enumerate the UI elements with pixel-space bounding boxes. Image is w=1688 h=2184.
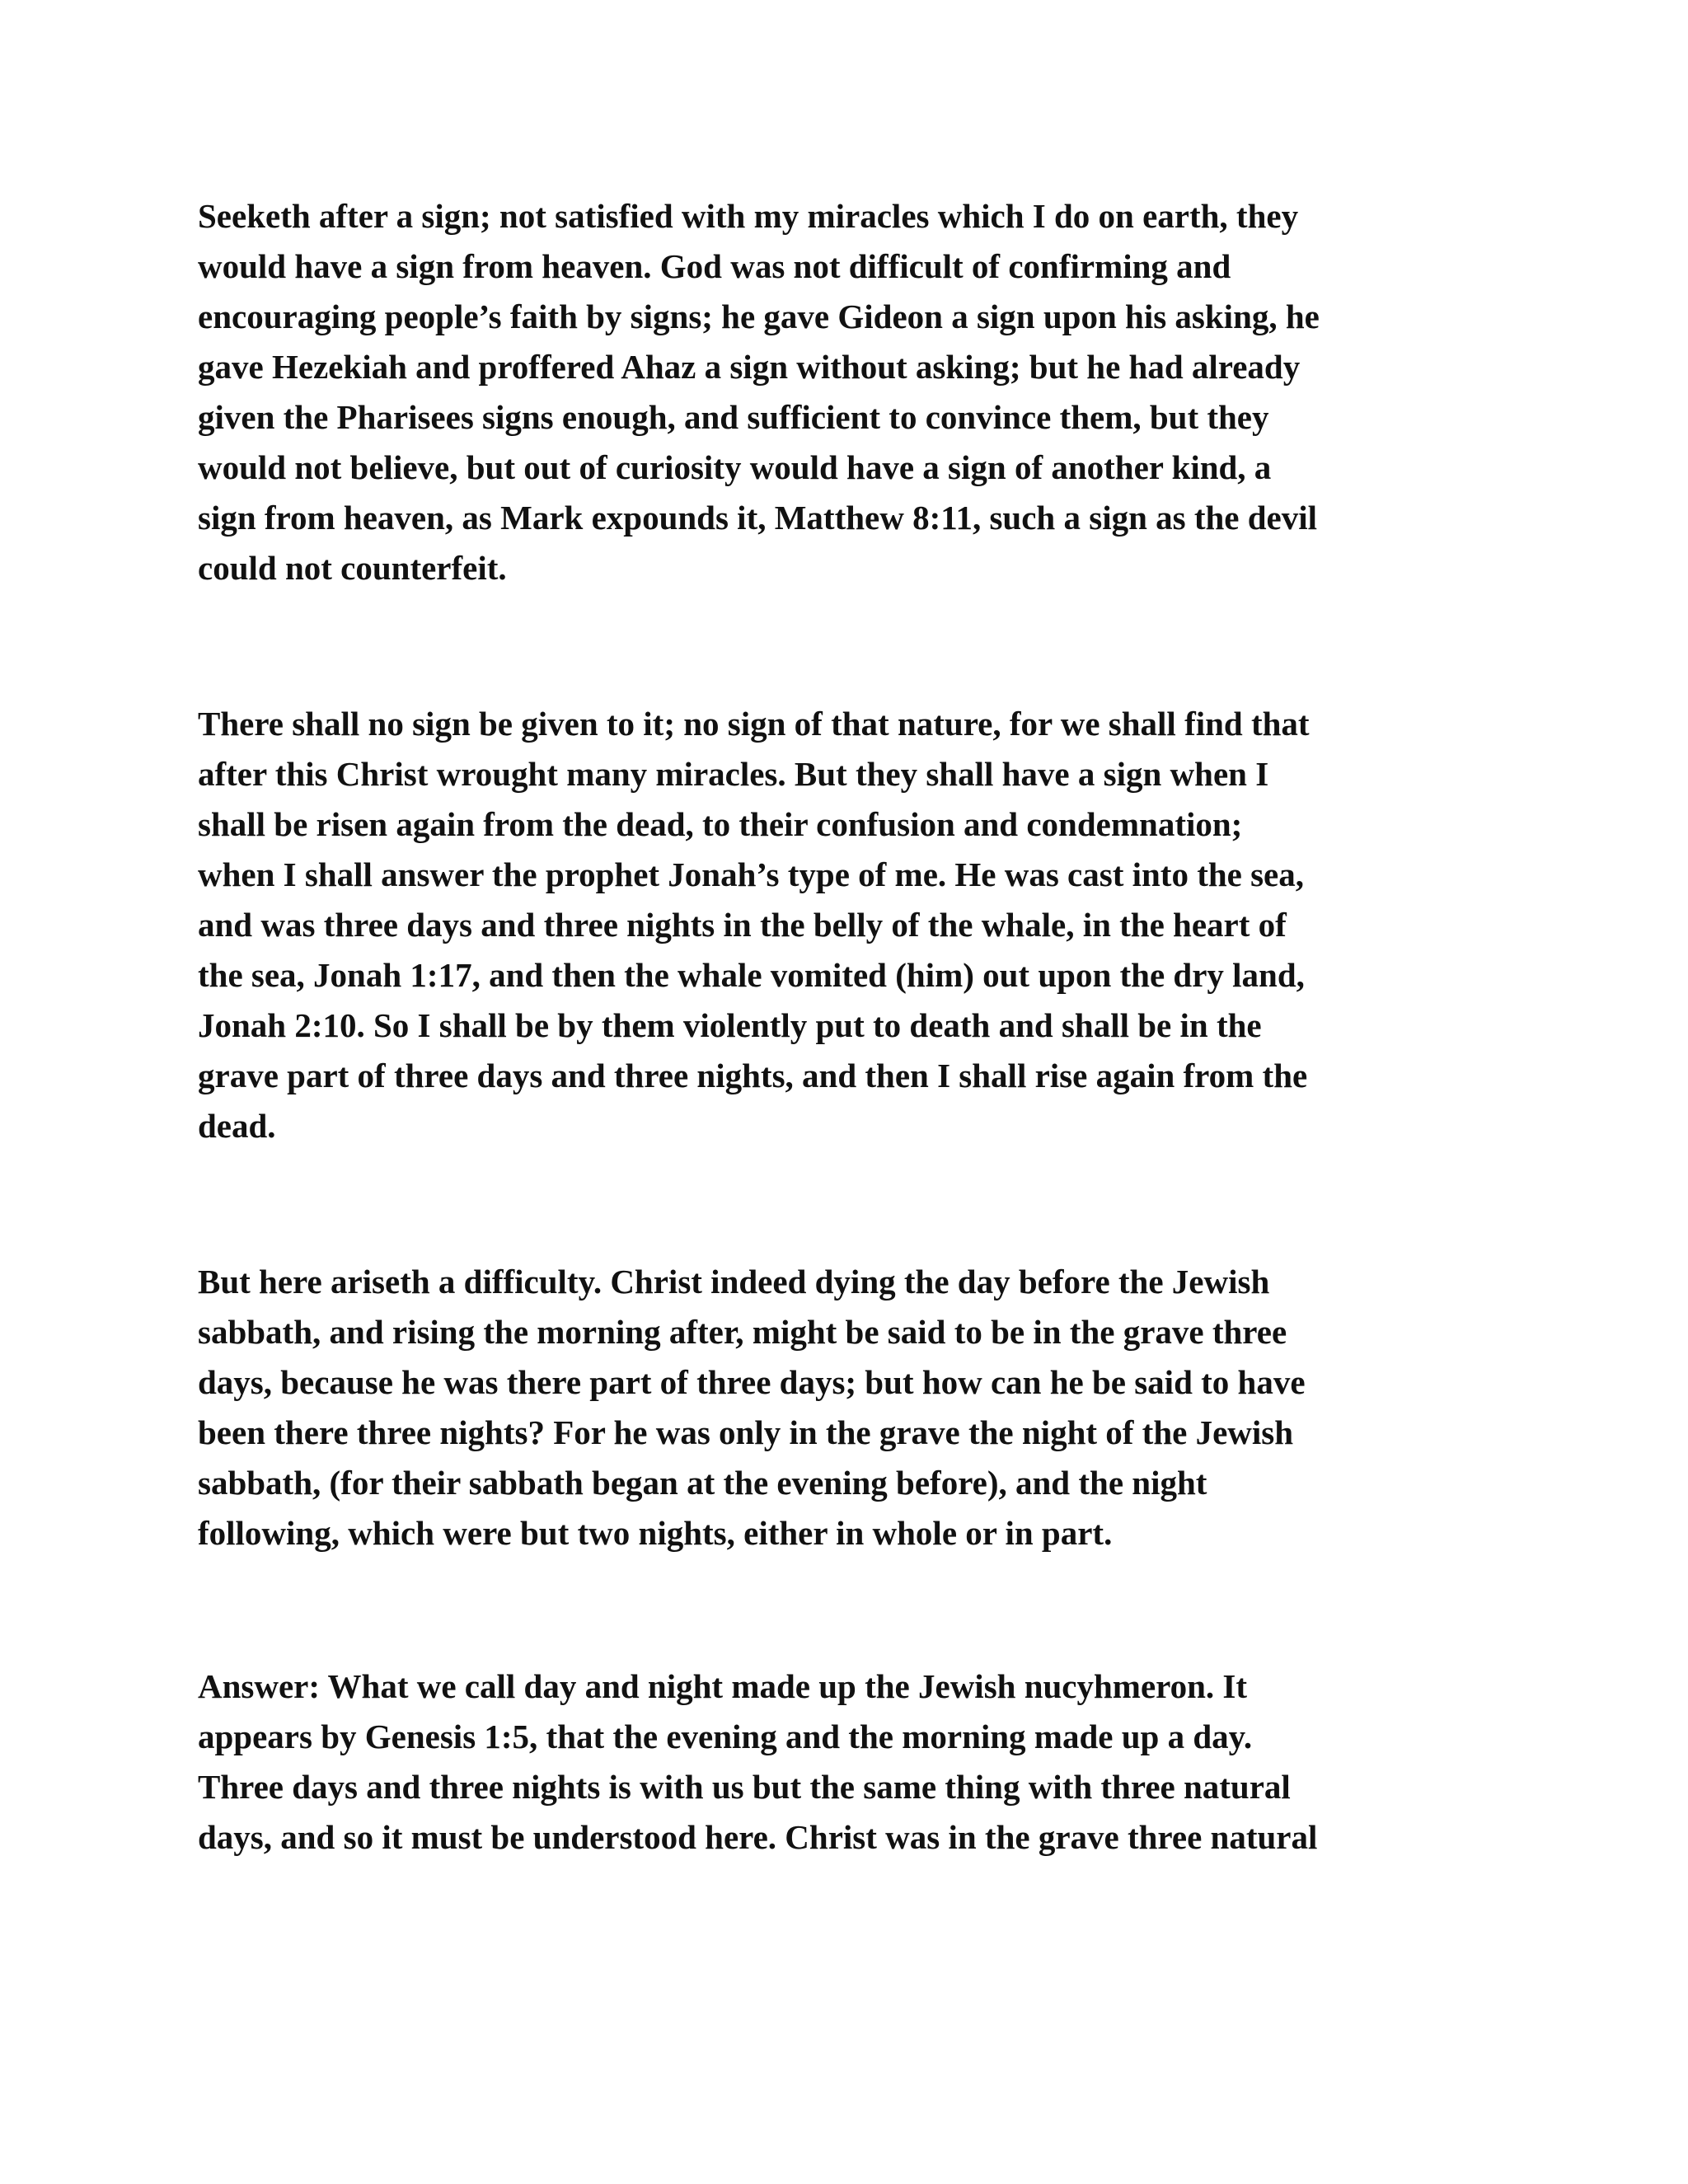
text-line: appears by Genesis 1:5, that the evening and the morning made up a day. bbox=[198, 1718, 1253, 1755]
paragraph-answer bbox=[198, 1661, 1517, 1863]
text-line: encouraging people’s faith by signs; he gave Gideon a sign upon his asking, he bbox=[198, 298, 1320, 335]
text-line: Answer: What we call day and night made up the Jewish nucyhmeron. It bbox=[198, 1667, 1248, 1705]
text-line: after this Christ wrought many miracles. But they shall have a sign when I bbox=[198, 755, 1269, 793]
text-line: would not believe, but out of curiosity would have a sign of another kind, a bbox=[198, 448, 1272, 486]
text-line: been there three nights? For he was only in the grave the night of the Jewish bbox=[198, 1413, 1294, 1451]
paragraph-difficulty bbox=[198, 1257, 1517, 1558]
text-line: when I shall answer the prophet Jonah’s type of me. He was cast into the sea, bbox=[198, 855, 1305, 893]
text-line: sabbath, and rising the morning after, might be said to be in the grave three bbox=[198, 1313, 1287, 1351]
text-line: days, because he was there part of three days; but how can he be said to have bbox=[198, 1363, 1306, 1401]
text-line: But here ariseth a difficulty. Christ indeed dying the day before the Jewish bbox=[198, 1263, 1270, 1301]
text-line: sign from heaven, as Mark expounds it, Matthew 8:11, such a sign as the devil bbox=[198, 499, 1318, 537]
text-line: would have a sign from heaven. God was not difficult of confirming and bbox=[198, 247, 1231, 285]
paragraph-no-sign-given bbox=[198, 699, 1517, 1151]
text-line: days, and so it must be understood here. Christ was in the grave three natural bbox=[198, 1818, 1318, 1856]
text-line: There shall no sign be given to it; no sign of that nature, for we shall find that bbox=[198, 705, 1310, 743]
text-line: following, which were but two nights, either in whole or in part. bbox=[198, 1514, 1113, 1552]
text-line: Seeketh after a sign; not satisfied with my miracles which I do on earth, they bbox=[198, 197, 1299, 235]
text-line: the sea, Jonah 1:17, and then the whale vomited (him) out upon the dry land, bbox=[198, 956, 1305, 994]
text-line: grave part of three days and three nights, and then I shall rise again from the bbox=[198, 1057, 1308, 1094]
text-line: gave Hezekiah and proffered Ahaz a sign without asking; but he had already bbox=[198, 348, 1301, 386]
text-line: shall be risen again from the dead, to their confusion and condemnation; bbox=[198, 805, 1243, 843]
text-line: and was three days and three nights in the belly of the whale, in the heart of bbox=[198, 906, 1287, 944]
text-line: Three days and three nights is with us but the same thing with three natural bbox=[198, 1768, 1291, 1806]
text-line: given the Pharisees signs enough, and sufficient to convince them, but they bbox=[198, 398, 1269, 436]
text-line: sabbath, (for their sabbath began at the evening before), and the night bbox=[198, 1464, 1207, 1502]
text-line: could not counterfeit. bbox=[198, 549, 507, 587]
text-line: Jonah 2:10. So I shall be by them violently put to death and shall be in the bbox=[198, 1006, 1262, 1044]
text-line: dead. bbox=[198, 1107, 276, 1145]
paragraph-seeketh-after-a-sign bbox=[198, 191, 1517, 593]
